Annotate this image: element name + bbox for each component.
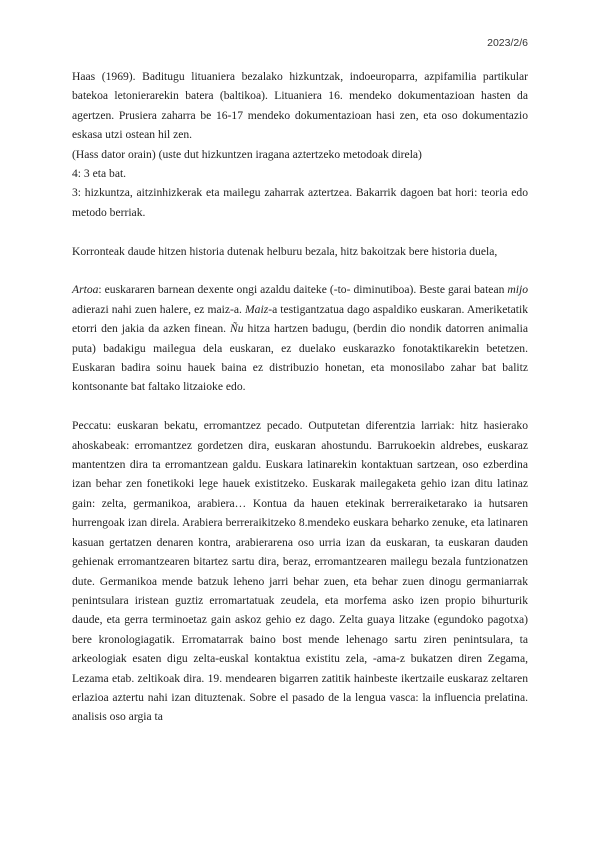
term-mijo: mijo: [507, 283, 528, 297]
paragraph-korronteak: Korronteak daude hitzen historia dutenak helburu bezala, hitz bakoitzak bere historia duela,: [72, 244, 498, 258]
paragraph-spacer: [72, 222, 528, 241]
paragraph-peccatu: Peccatu: euskaran bekatu, erromantzez pecado. Outputetan diferentzia larriak: hitz hasierako ahoskabeak: erromantzez gordetzen dira, euskaran ahostundu. Barrukoekin aldrebes, euskaraz mantentzen dira ta erromantzean galdu. Euskara latinarekin kontaktuan sartzean, oso ezberdina izan behar zen fonetikoki lege hauek existitzeko. Euskarak mailegaketa gehio izan ditu latinaz gain: zelta, germanikoa, arabiera… Kontua da hauen etekinak berreraiketarako ia hutsaren hurrengoak izan direla. Arabiera berreraikitzeko 8.mendeko euskara beharko zenuke, eta latinaren kasuan gertatzen denaren kontra, arabierarena oso urria izan da euskaran, ta euskaran dauden gehienak erromantzearen bitartez sartu dira, beraz, erromantzearen mailegu bezala funtzionatzen dute. Germanikoa mende batzuk leheno jarri behar zuen, eta behar zuen dinogu germaniarrak penintsulara iristean guztiz erromartatuak zeudela, eta morfema asko izen propio bihurturik daude, eta gerra terminoetaz gain askoz gehio ez dago. Zelta guaya litzake (egundoko pagotxa) bere kronologiagatik. Erromatarrak baino bost mende lehenago sartu ziren penintsulara, ta arkeologiak esaten digu zelta-euskal kontaktua existitu zela, -ama-z bukatzen diren Zegama, Lezama etab. zeltikoak dira. 19. mendearen bigarren zatitik hainbeste ikertzaile euskaraz zeltaren erlazioa aztertu nahi izan dituztenak. Sobre el pasado de la lengua vasca: la influencia prelatina. analisis oso argia ta: [72, 419, 528, 724]
page-date: 2023/2/6: [487, 37, 528, 49]
artoa-text-3: -a testigantzatua dago aspaldiko euskaran. Ameriketatik etorri den jakia da azken finean.: [72, 302, 528, 336]
paragraph-artoa: [72, 280, 528, 396]
term-maiz: Maiz: [245, 302, 269, 316]
line-4: 4: 3 eta bat.: [72, 167, 127, 181]
paragraph-spacer: [72, 397, 528, 416]
term-nu: Ñu: [230, 322, 244, 336]
line-hass-note: (Hass dator orain) (uste dut hizkuntzen iragana aztertzeko metodoak direla): [72, 147, 422, 161]
paragraph-spacer: [72, 261, 528, 280]
line-3: 3: hizkuntza, aitzinhizkerak eta mailegu zaharrak aztertzea. Bakarrik dagoen bat hori: teoria edo metodo berriak.: [72, 186, 528, 219]
term-artoa: Artoa: [72, 283, 99, 297]
artoa-text-2: adierazi nahi zuen halere, ez maiz-a.: [72, 302, 246, 316]
artoa-text-1: : euskararen barnean dexente ongi azaldu daiteke (-to- diminutiboa). Beste garai batean: [98, 283, 508, 297]
paragraph-haas: Haas (1969). Baditugu lituaniera bezalako hizkuntzak, indoeuroparra, azpifamilia partikular batekoa letonierarekin batera (baltikoa). Lituaniera 16. mendeko dokumentazioan hasten da agertzen. Prusiera zaharra be 16-17 mendeko dokumentazioan hasi zen, eta oso dokumentazio eskasa utzi ostean hil zen.: [72, 70, 528, 142]
document-body: [72, 67, 528, 727]
artoa-text-4: hitza hartzen badugu, (berdin dio nondik datorren animalia puta) badakigu mailegua dela euskaran, ez duelako euskarazko fonotaktikarekin betetzen. Euskaran badira soinu hauek baina ez distribuzio honetan, eta monosilabo zahar bat balitz kontsonante bat faltako litzaioke edo.: [72, 322, 529, 394]
